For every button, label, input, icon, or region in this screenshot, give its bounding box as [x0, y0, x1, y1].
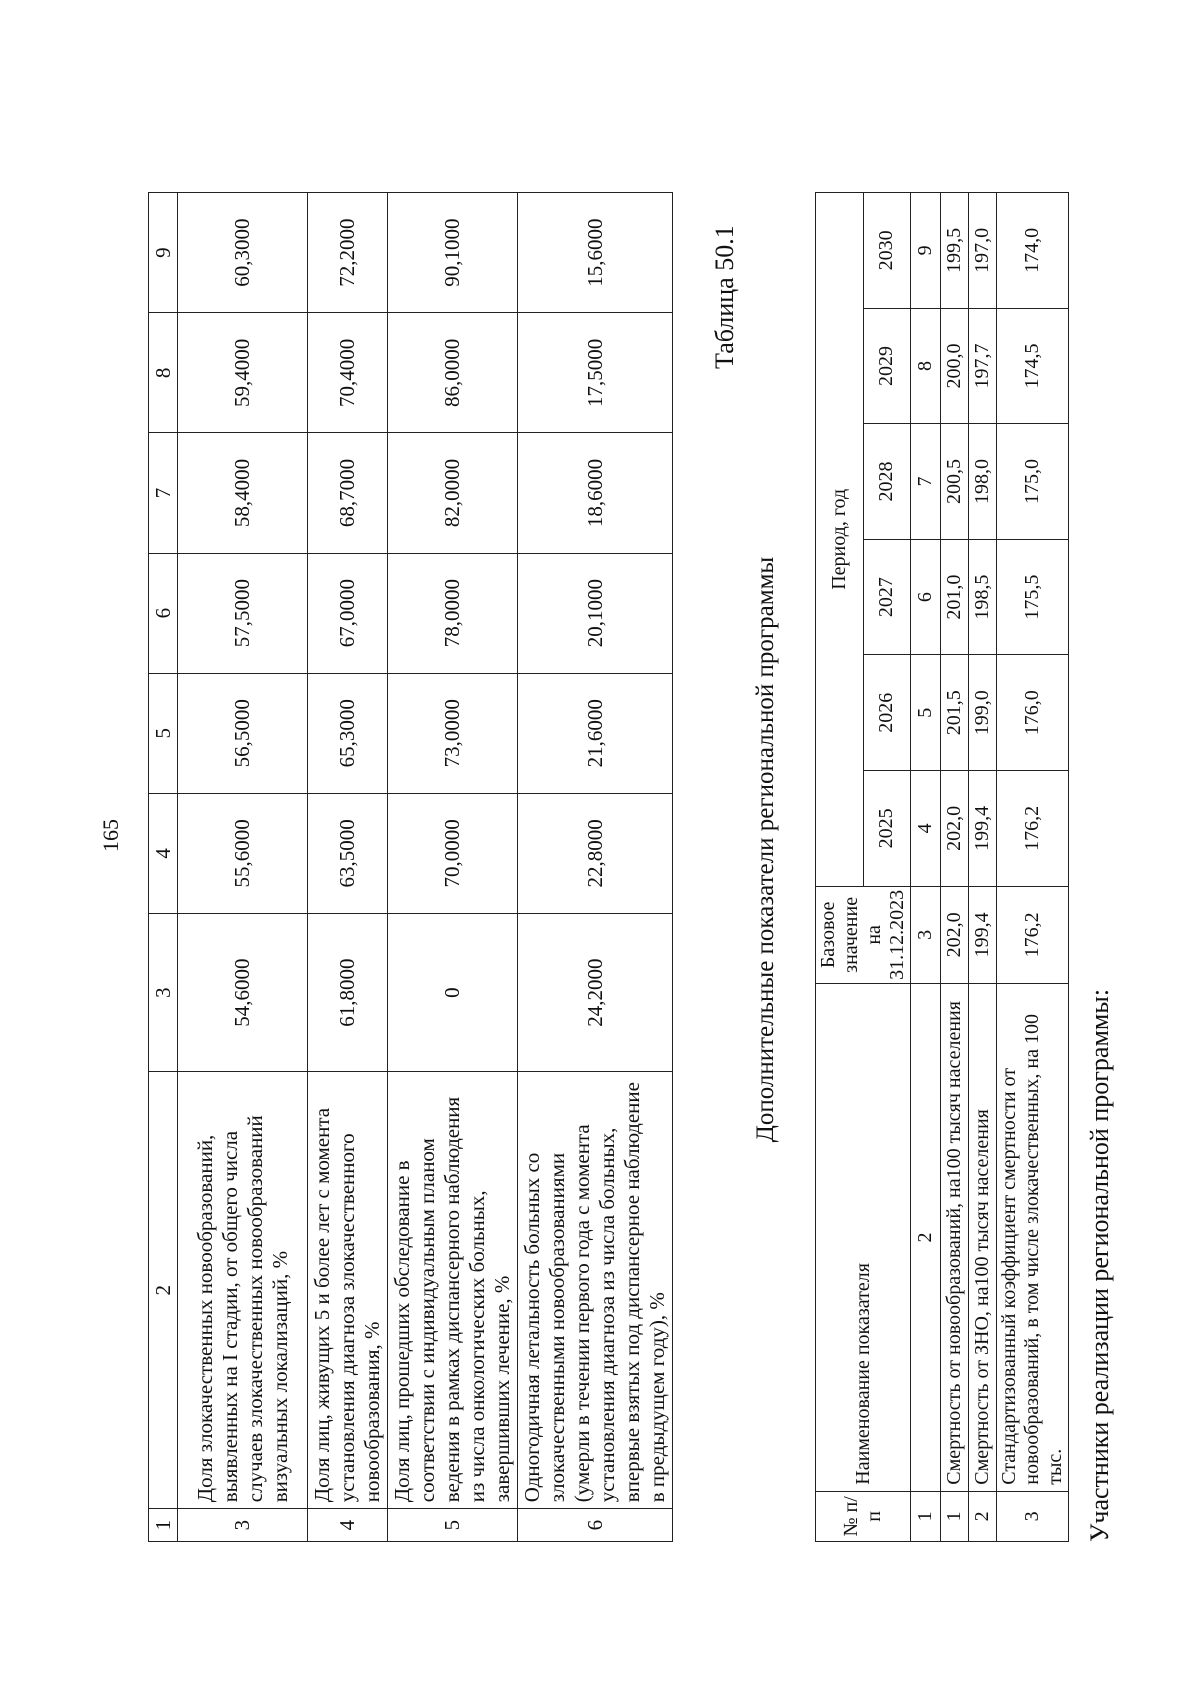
participants-heading: Участники реализации региональной программы: — [1085, 988, 1114, 1542]
value-cell: 54,6000 — [178, 913, 308, 1071]
header-cell: 6 — [149, 553, 178, 673]
year-cell: 2025 — [863, 771, 911, 887]
value-cell: 73,0000 — [388, 673, 518, 793]
value-cell: 175,5 — [997, 539, 1069, 655]
table-row — [997, 193, 1069, 1542]
row-number: 6 — [518, 1509, 673, 1542]
index-cell: 1 — [911, 1491, 941, 1541]
index-cell: 2 — [911, 984, 941, 1492]
name-header: Наименование показателя — [816, 984, 911, 1492]
value-cell: 199,4 — [969, 771, 997, 887]
value-cell: 67,0000 — [308, 553, 388, 673]
additional-indicators-table — [815, 192, 1069, 1542]
table-row — [969, 193, 997, 1542]
index-cell: 8 — [911, 308, 941, 424]
table-row — [388, 193, 518, 1542]
index-cell: 5 — [911, 655, 941, 771]
value-cell: 70,0000 — [388, 793, 518, 913]
value-cell: 59,4000 — [178, 313, 308, 433]
value-cell: 201,5 — [941, 655, 969, 771]
value-cell: 174,0 — [997, 193, 1069, 309]
row-number: 3 — [178, 1509, 308, 1542]
table-caption: Таблица 50.1 — [710, 225, 739, 369]
value-cell: 198,5 — [969, 539, 997, 655]
indicator-name: Доля лиц, живущих 5 и более лет с момента установления диагноза злокачественного новообразования, % — [308, 1072, 388, 1509]
table-header-row — [816, 193, 864, 1542]
value-cell: 18,6000 — [518, 433, 673, 553]
base-value: 202,0 — [941, 886, 969, 984]
index-cell: 7 — [911, 424, 941, 540]
value-cell: 57,5000 — [178, 553, 308, 673]
index-cell: 4 — [911, 771, 941, 887]
value-cell: 68,7000 — [308, 433, 388, 553]
value-cell: 198,0 — [969, 424, 997, 540]
value-cell: 200,5 — [941, 424, 969, 540]
value-cell: 24,2000 — [518, 913, 673, 1071]
value-cell: 15,6000 — [518, 193, 673, 313]
table-row — [308, 193, 388, 1542]
value-cell: 174,5 — [997, 308, 1069, 424]
year-cell: 2027 — [863, 539, 911, 655]
value-cell: 200,0 — [941, 308, 969, 424]
header-cell: 2 — [149, 1072, 178, 1509]
value-cell: 21,6000 — [518, 673, 673, 793]
value-cell: 199,5 — [941, 193, 969, 309]
value-cell: 202,0 — [941, 771, 969, 887]
indicator-name: Одногодичная летальность больных со злокачественными новообразованиями (умерли в течении первого года с момента установления диагноза из числа больных, впервые взятых под диспансерное наблюдение в предыдущем году), % — [518, 1072, 673, 1509]
value-cell: 22,8000 — [518, 793, 673, 913]
value-cell: 20,1000 — [518, 553, 673, 673]
year-cell: 2029 — [863, 308, 911, 424]
year-cell: 2030 — [863, 193, 911, 309]
header-cell: 9 — [149, 193, 178, 313]
value-cell: 58,4000 — [178, 433, 308, 553]
table-row — [178, 193, 308, 1542]
indicator-name: Смертность от ЗНО, на100 тысяч населения — [969, 984, 997, 1492]
base-value: 176,2 — [997, 886, 1069, 984]
value-cell: 65,3000 — [308, 673, 388, 793]
value-cell: 201,0 — [941, 539, 969, 655]
value-cell: 17,5000 — [518, 313, 673, 433]
index-row — [911, 193, 941, 1542]
page-number: 165 — [98, 819, 123, 852]
indicator-name: Стандартизованный коэффициент смертности от новообразований, в том числе злокачественных, на 100 тыс. — [997, 984, 1069, 1492]
value-cell: 55,6000 — [178, 793, 308, 913]
value-cell: 56,5000 — [178, 673, 308, 793]
year-cell: 2026 — [863, 655, 911, 771]
value-cell: 61,8000 — [308, 913, 388, 1071]
index-cell: 3 — [911, 886, 941, 984]
indicators-table-continuation — [148, 192, 673, 1542]
value-cell: 175,0 — [997, 424, 1069, 540]
row-number: 3 — [997, 1491, 1069, 1541]
value-cell: 176,0 — [997, 655, 1069, 771]
value-cell: 197,7 — [969, 308, 997, 424]
table-row — [518, 193, 673, 1542]
header-cell: 1 — [149, 1509, 178, 1542]
value-cell: 0 — [388, 913, 518, 1071]
row-number: 4 — [308, 1509, 388, 1542]
section-title: Дополнительные показатели региональной программы — [752, 556, 779, 1143]
index-cell: 6 — [911, 539, 941, 655]
index-cell: 9 — [911, 193, 941, 309]
table-row — [941, 193, 969, 1542]
row-number: 1 — [941, 1491, 969, 1541]
value-cell: 82,0000 — [388, 433, 518, 553]
indicator-name: Доля злокачественных новообразований, выявленных на I стадии, от общего числа случаев злокачественных новообразований визуальных локализаций, % — [178, 1072, 308, 1509]
header-cell: 5 — [149, 673, 178, 793]
header-cell: 4 — [149, 793, 178, 913]
num-header: № п/п — [816, 1491, 911, 1541]
header-cell: 3 — [149, 913, 178, 1071]
value-cell: 72,2000 — [308, 193, 388, 313]
base-value-header: Базовое значение на 31.12.2023 — [816, 886, 911, 984]
value-cell: 199,0 — [969, 655, 997, 771]
year-cell: 2028 — [863, 424, 911, 540]
value-cell: 197,0 — [969, 193, 997, 309]
value-cell: 86,0000 — [388, 313, 518, 433]
row-number: 5 — [388, 1509, 518, 1542]
header-cell: 7 — [149, 433, 178, 553]
table-header-row — [149, 193, 178, 1542]
value-cell: 78,0000 — [388, 553, 518, 673]
value-cell: 90,1000 — [388, 193, 518, 313]
base-value: 199,4 — [969, 886, 997, 984]
indicator-name: Доля лиц, прошедших обследование в соответствии с индивидуальным планом ведения в рамках диспансерного наблюдения из числа онкологических больных, завершивших лечение, % — [388, 1072, 518, 1509]
value-cell: 176,2 — [997, 771, 1069, 887]
indicator-name: Смертность от новообразований, на100 тысяч населения — [941, 984, 969, 1492]
header-cell: 8 — [149, 313, 178, 433]
row-number: 2 — [969, 1491, 997, 1541]
value-cell: 60,3000 — [178, 193, 308, 313]
value-cell: 63,5000 — [308, 793, 388, 913]
period-header: Период, год — [816, 193, 864, 887]
value-cell: 70,4000 — [308, 313, 388, 433]
